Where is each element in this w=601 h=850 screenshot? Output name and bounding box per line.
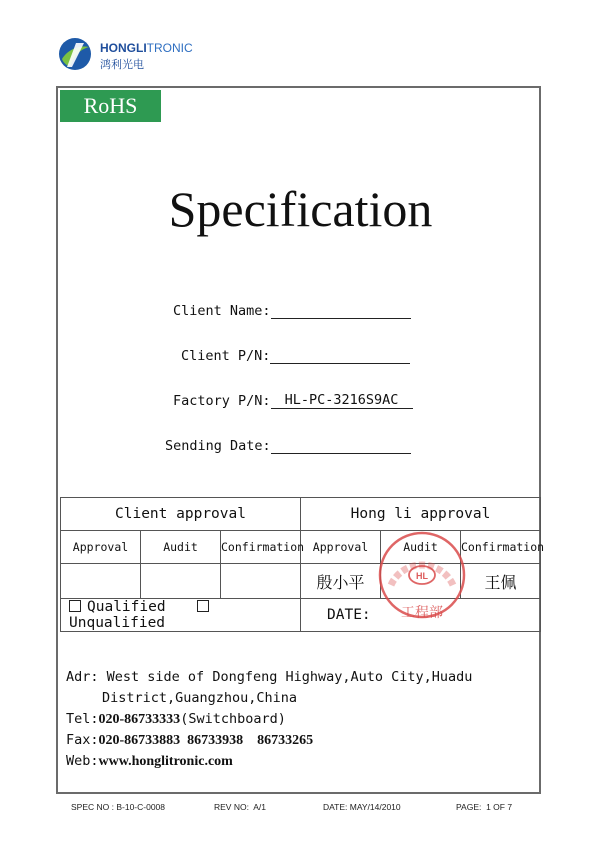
factory-pn-value: HL-PC-3216S9AC [271,392,413,409]
hongli-audit-col: Audit [381,531,461,564]
qualified-label: Qualified [87,599,166,615]
hongli-approval-col: Approval [301,531,381,564]
footer-spec-no: SPEC NO : B-10-C-0008 [71,802,166,812]
address-line-1 [66,667,472,688]
footer-page: PAGE: 1 OF 7 [456,802,513,812]
tel-line [66,709,286,730]
sending-date-blank [271,437,411,454]
sending-date-label: Sending Date: [165,438,271,454]
hongli-approval-signer: 殷小平 [301,564,381,599]
web-line [66,751,233,772]
address-label: Adr: [66,669,99,685]
hongli-confirmation-col: Confirmation [461,531,541,564]
factory-pn-label: Factory P/N: [173,393,271,409]
svg-text:工程部: 工程部 [401,605,443,621]
factory-pn-field [173,392,413,409]
hongli-audit-sign-cell [381,564,461,599]
client-name-blank [271,302,411,319]
client-confirmation-sign-cell [221,564,301,599]
client-pn-field [181,347,410,364]
tel-value: 020-86733333 [98,712,181,727]
footer-rev-no: REV NO: A/1 [214,802,266,812]
client-audit-col: Audit [141,531,221,564]
approval-table [60,497,545,632]
client-pn-label: Client P/N: [181,348,271,364]
tel-label: Tel: [66,711,99,727]
tel-note: (Switchboard) [180,711,286,727]
fax-value: 020-86733883 86733938 86733265 [98,733,314,748]
web-value: www.honglitronic.com [98,754,233,769]
client-approval-header: Client approval [61,498,301,531]
web-label: Web: [66,753,99,769]
svg-text:HL: HL [416,571,428,581]
logo-wordmark: HONGLITRONIC [100,41,193,55]
rohs-badge: RoHS [60,90,161,122]
client-approval-sign-cell [61,564,141,599]
client-confirmation-col: Confirmation [221,531,301,564]
hongli-confirmation-signer: 王佩 [461,564,541,599]
qualification-cell [61,599,301,632]
unqualified-label: Unqualified [69,615,166,631]
qualified-checkbox[interactable] [69,600,81,612]
hongli-approval-header: Hong li approval [301,498,541,531]
address-line-2: District,Guangzhou,China [102,690,298,706]
logo-chinese-name: 鸿利光电 [100,58,144,71]
address-value-1: West side of Dongfeng Highway,Auto City,Huadu [106,669,473,685]
client-name-label: Client Name: [173,303,271,319]
client-audit-sign-cell [141,564,221,599]
date-label: DATE: [327,607,371,623]
fax-line [66,730,313,751]
company-logo [58,37,208,77]
date-cell [301,599,541,632]
client-approval-col: Approval [61,531,141,564]
client-pn-blank [270,347,410,364]
fax-label: Fax: [66,732,99,748]
sending-date-field [165,437,411,454]
unqualified-checkbox[interactable] [197,600,209,612]
logo-mark-icon [58,37,92,71]
client-name-field [173,302,411,319]
page-title: Specification [168,181,433,237]
footer-date: DATE: MAY/14/2010 [323,802,401,812]
